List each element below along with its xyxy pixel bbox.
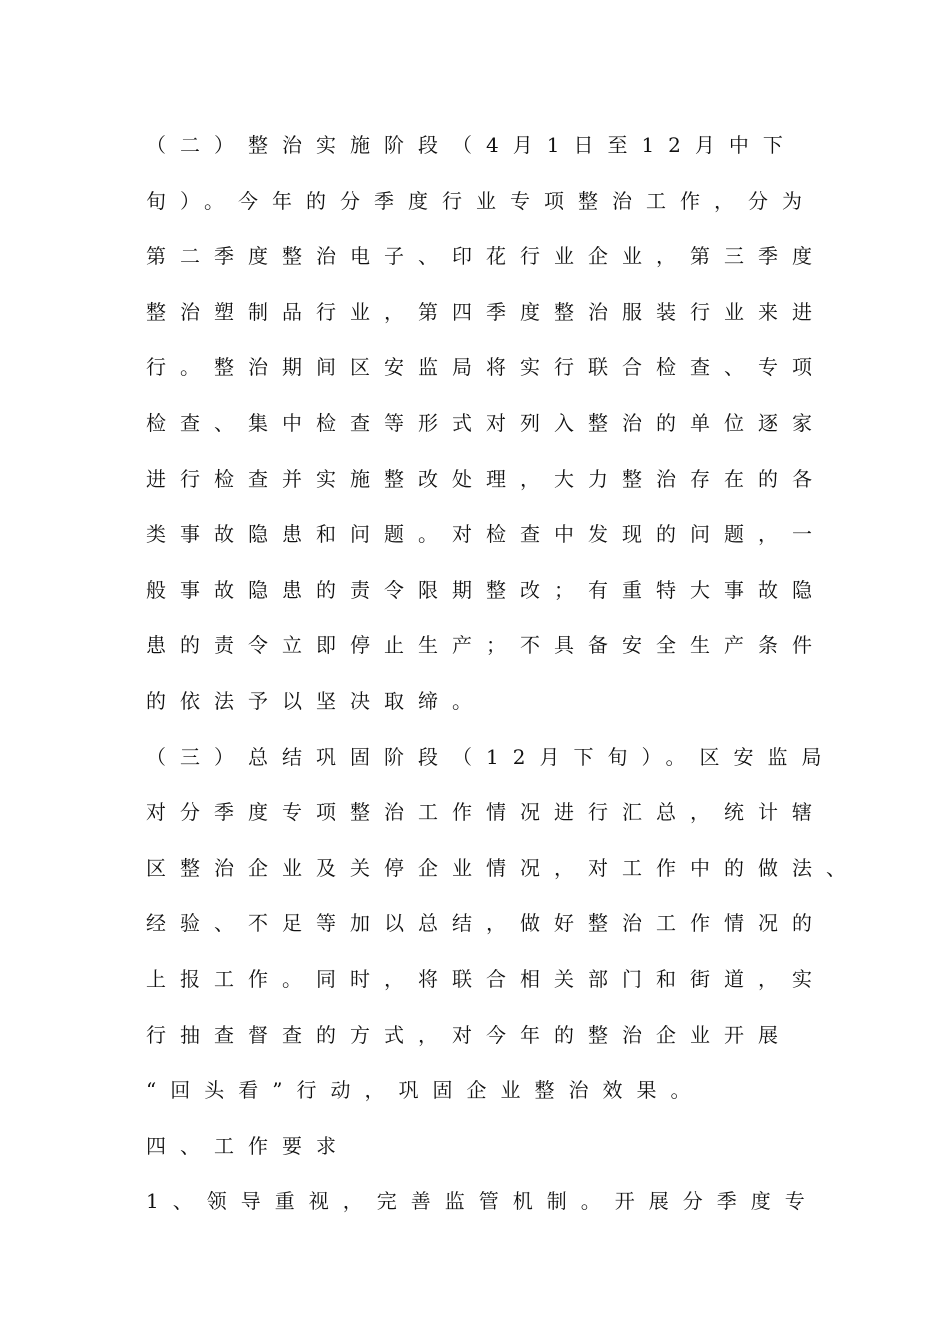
text-line: 1、领导重视，完善监管机制。开展分季度专 — [146, 1189, 819, 1214]
section-heading-4: 四、工作要求 — [146, 1133, 350, 1158]
text-line: 类事故隐患和问题。对检查中发现的问题，一 — [146, 522, 826, 547]
text-line: 进行检查并实施整改处理，大力整治存在的各 — [146, 466, 826, 491]
text-line: （二）整治实施阶段（4月1日至12月中下 — [146, 133, 797, 157]
text-line: 上报工作。同时，将联合相关部门和街道，实 — [146, 966, 826, 991]
text-line: 患的责令立即停止生产；不具备安全生产条件 — [146, 633, 826, 658]
text-line: 行抽查督查的方式，对今年的整治企业开展 — [146, 1022, 792, 1047]
document-body — [146, 126, 860, 1238]
text-line: 检查、集中检查等形式对列入整治的单位逐家 — [146, 410, 826, 435]
section-heading-3: （三）总结巩固阶段（12月下旬）。区安监局 — [146, 744, 836, 769]
text-line: 经验、不足等加以总结，做好整治工作情况的 — [146, 911, 826, 936]
text-line: 第二季度整治电子、印花行业企业，第三季度 — [146, 244, 826, 269]
text-line: 对分季度专项整治工作情况进行汇总，统计辖 — [146, 800, 826, 825]
text-line: 区整治企业及关停企业情况，对工作中的做法、 — [146, 855, 860, 880]
text-line: 般事故隐患的责令限期整改；有重特大事故隐 — [146, 577, 826, 602]
text-line: 整治塑制品行业，第四季度整治服装行业来进 — [146, 299, 826, 324]
text-line: “回头看”行动，巩固企业整治效果。 — [146, 1078, 705, 1103]
text-line: 旬）。今年的分季度行业专项整治工作，分为 — [146, 188, 816, 213]
text-line: 的依法予以坚决取缔。 — [146, 688, 486, 713]
text-line: 行。整治期间区安监局将实行联合检查、专项 — [146, 355, 826, 380]
